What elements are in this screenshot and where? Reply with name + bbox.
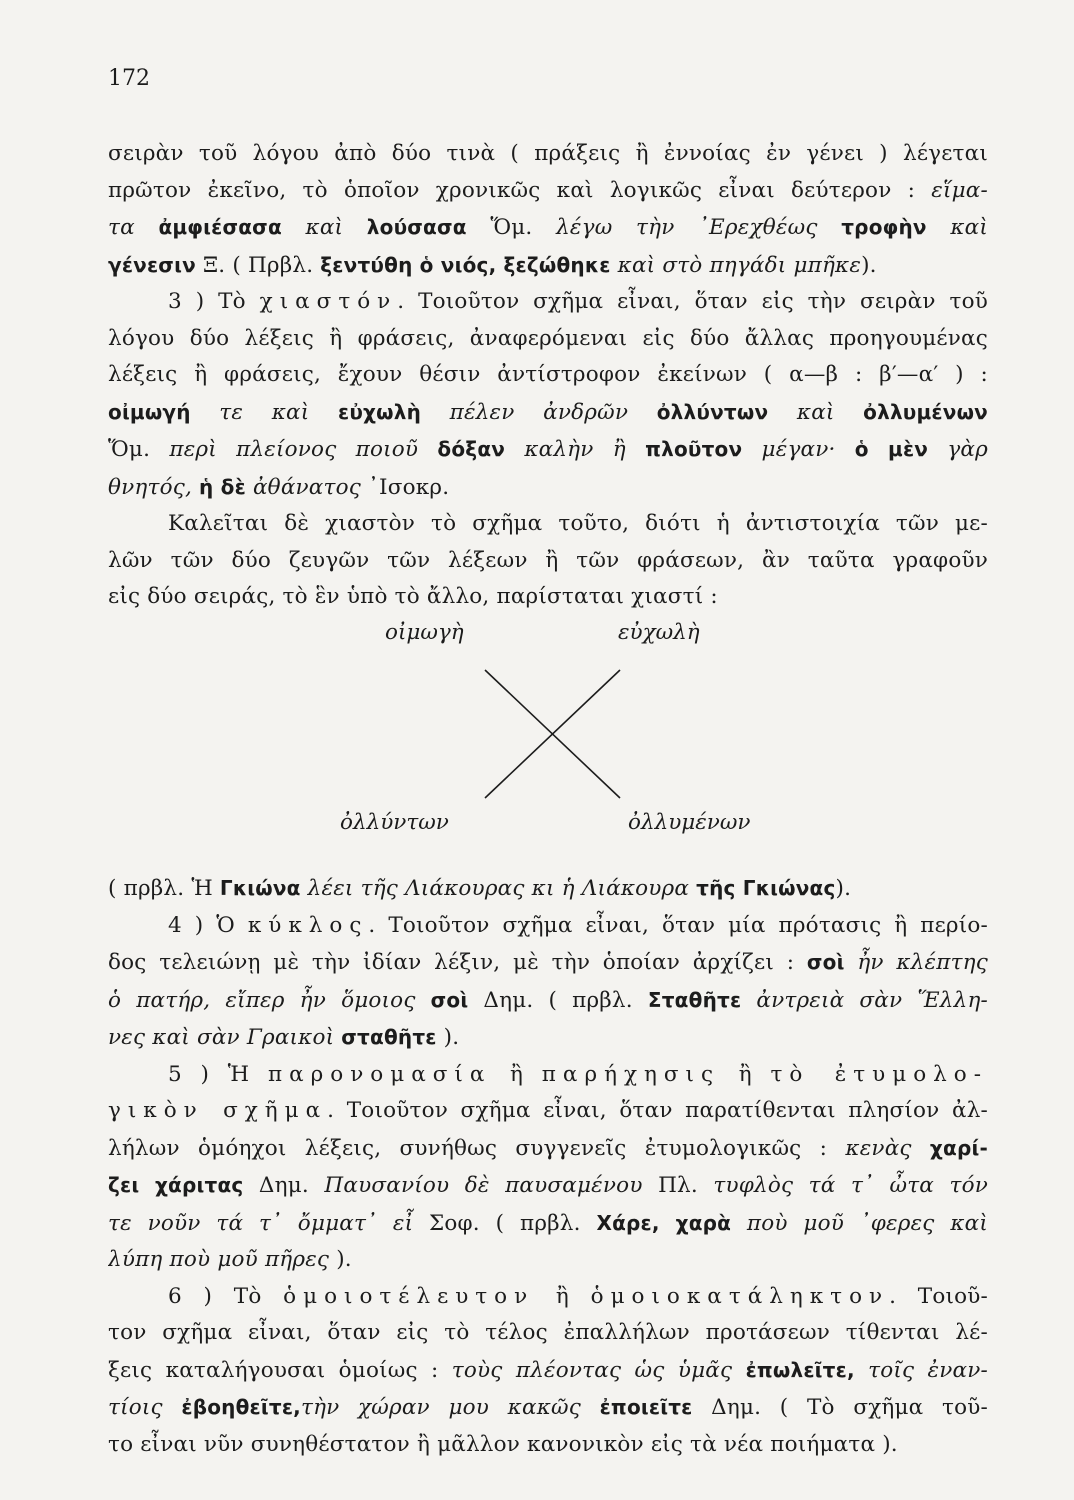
italic-example-text: τὴν χώραν μου κακῶς bbox=[300, 1395, 600, 1420]
text-run: ( πρβλ. Ἡ bbox=[108, 876, 220, 901]
italic-example-text: ὁ πατήρ, εἴπερ ἦν ὅμοιος bbox=[108, 987, 431, 1013]
chiasmus-cross bbox=[330, 620, 830, 835]
text-run: 4 ) Ὁ bbox=[168, 912, 248, 938]
diagram-word-top-left: οἰμωγὴ bbox=[385, 620, 464, 645]
text-run: εἰς δύο σειράς, τὸ ἓν ὑπὸ τὸ ἄλλο, παρίσταται χιαστί : bbox=[108, 584, 718, 609]
text-run: Δημ. bbox=[243, 1173, 325, 1198]
text-line bbox=[108, 284, 988, 321]
text-line bbox=[108, 982, 988, 1020]
bold-example-word: ἐπωλεῖτε, bbox=[745, 1357, 855, 1382]
bold-example-word: ἐποιεῖτε bbox=[599, 1395, 693, 1419]
bold-example-word: Σταθῆτε bbox=[647, 987, 742, 1012]
italic-example-text: λέει τῆς Λιάκουρας κι ἡ Λιάκουρα bbox=[300, 876, 697, 901]
italic-example-text: καὶ bbox=[768, 399, 864, 425]
text-run: Σοφ. ( πρβλ. bbox=[413, 1210, 597, 1236]
italic-example-text: λέγω τὴν ᾿Ερεχθέως bbox=[556, 215, 842, 240]
text-line bbox=[108, 1167, 988, 1205]
text-line bbox=[108, 1205, 988, 1243]
spaced-term: τὸ ἐτυμολο- bbox=[770, 1061, 988, 1087]
text-run: . Τοιοῦτον σχῆμα εἶναι, ὅταν παρατίθενται πλησίον ἀλ- bbox=[327, 1098, 988, 1123]
text-run: ἢ bbox=[534, 1283, 591, 1309]
text-run: λῶν τῶν δύο ζευγῶν τῶν λέξεων ἢ τῶν φράσεων, ἂν ταῦτα γραφοῦν bbox=[108, 547, 988, 573]
italic-example-text: νες καὶ σὰν Γραικοὶ bbox=[108, 1025, 342, 1050]
text-run: ᾿Ισοκρ. bbox=[361, 474, 450, 500]
italic-example-text: καὶ bbox=[926, 215, 988, 240]
text-run: Πλ. bbox=[642, 1173, 714, 1198]
text-line bbox=[108, 944, 988, 982]
text-run: ). bbox=[835, 876, 852, 901]
text-run: λέξεις ἢ φράσεις, ἔχουν θέσιν ἀντίστροφον ἐκείνων ( α—β : β′—α′ ) : bbox=[108, 362, 988, 387]
text-line bbox=[108, 908, 988, 945]
bold-example-word: ἐβοηθεῖτε, bbox=[181, 1395, 301, 1419]
text-run: ). bbox=[861, 252, 877, 278]
italic-example-text: μέγαν· bbox=[742, 437, 855, 462]
spaced-term: χιαστόν bbox=[259, 289, 398, 314]
page-number: 172 bbox=[108, 66, 150, 91]
spaced-term: γικὸν σχῆμα bbox=[108, 1098, 328, 1123]
bold-example-word: σοὶ bbox=[806, 950, 845, 974]
text-run: τον σχῆμα εἶναι, ὅταν εἰς τὸ τέλος ἐπαλλήλων προτάσεων τίθενται λέ- bbox=[108, 1320, 988, 1345]
text-run: 3 ) Τὸ bbox=[168, 289, 260, 314]
text-run: ξεις καταλήγουσαι ὁμοίως : bbox=[108, 1357, 452, 1383]
bold-example-word: τροφὴν bbox=[841, 215, 927, 239]
text-line bbox=[108, 247, 988, 285]
text-line bbox=[108, 1242, 988, 1279]
text-line bbox=[108, 431, 988, 469]
bold-example-word: Γκιώνα bbox=[219, 876, 301, 900]
chiasmus-diagram bbox=[330, 620, 830, 835]
italic-example-text: Παυσανίου δὲ παυσαμένου bbox=[324, 1173, 643, 1198]
italic-example-text: καλὴν ἢ bbox=[505, 437, 646, 462]
spaced-term: ὁμοιοκατάληκτον bbox=[590, 1283, 890, 1309]
bold-example-word: ξεντύθη ὁ νιός, ξεζώθηκε bbox=[320, 252, 611, 277]
italic-example-text: περὶ πλείονος ποιοῦ bbox=[169, 437, 438, 462]
text-run: Δημ. ( Τὸ σχῆμα τοῦ- bbox=[692, 1395, 988, 1420]
italic-example-text: ἀντρειὰ σὰν Ἕλλη- bbox=[741, 987, 988, 1013]
text-run: σειρὰν τοῦ λόγου ἀπὸ δύο τινὰ ( πράξεις ἢ ἐννοίας ἐν γένει ) λέγεται bbox=[108, 141, 988, 166]
text-run: πρῶτον ἐκεῖνο, τὸ ὁποῖον χρονικῶς καὶ λογικῶς εἶναι δεύτερον : bbox=[108, 177, 932, 203]
text-run: Δημ. ( πρβλ. bbox=[468, 987, 648, 1013]
text-run: λόγου δύο λέξεις ἢ φράσεις, ἀναφερόμεναι εἰς δύο ἄλλας προηγουμένας bbox=[108, 325, 988, 351]
text-line bbox=[108, 136, 988, 173]
italic-example-text: τοὺς πλέοντας ὡς ὑμᾶς bbox=[451, 1357, 746, 1383]
italic-example-text: τα bbox=[108, 215, 159, 240]
italic-example-text: καὶ στὸ πηγάδι μπῆκε bbox=[610, 252, 862, 278]
spaced-term: ὁμοιοτέλευτον bbox=[283, 1283, 535, 1309]
text-run: . Τοιοῦτον σχῆμα εἶναι, ὅταν εἰς τὴν σειρὰν τοῦ bbox=[397, 289, 988, 314]
text-line bbox=[108, 1352, 988, 1390]
bold-example-word: ὀλλύντων bbox=[656, 399, 769, 424]
diagram-word-bottom-right: ὀλλυμένων bbox=[628, 810, 751, 835]
bold-example-word: ὀλλυμένων bbox=[863, 399, 988, 424]
text-line bbox=[108, 1389, 988, 1427]
bold-example-word: ἀμφιέσασα bbox=[158, 215, 282, 239]
italic-example-text: τίοις bbox=[108, 1395, 182, 1420]
italic-example-text: τοῖς ἐναν- bbox=[854, 1357, 988, 1383]
text-line bbox=[108, 870, 988, 908]
bold-example-word: σοὶ bbox=[430, 987, 469, 1012]
bold-example-word: τῆς Γκιώνας bbox=[696, 876, 836, 900]
text-line bbox=[108, 506, 988, 543]
bold-example-word: σταθῆτε bbox=[341, 1025, 437, 1049]
bold-example-word: ζει χάριτας bbox=[108, 1173, 244, 1197]
text-line bbox=[108, 357, 988, 394]
diagram-word-top-right: εὐχωλὴ bbox=[618, 620, 700, 645]
text-run: Ὅμ. bbox=[108, 437, 170, 462]
bold-example-word: ὁ μὲν bbox=[854, 437, 929, 461]
bold-example-word: δόξαν bbox=[437, 437, 506, 461]
text-line bbox=[108, 1279, 988, 1316]
italic-example-text: λύπη ποὺ μοῦ πῆρες bbox=[108, 1247, 330, 1272]
text-line bbox=[108, 543, 988, 580]
italic-example-text: ποὺ μοῦ ᾿φερες καὶ bbox=[731, 1210, 988, 1236]
text-line bbox=[108, 1019, 988, 1057]
text-run: Ξ. ( Πρβλ. bbox=[195, 252, 321, 278]
spaced-term: κύκλος bbox=[247, 912, 369, 938]
text-run: Ὅμ. bbox=[466, 215, 557, 240]
text-line bbox=[108, 469, 988, 507]
text-run: 6 ) Τὸ bbox=[168, 1283, 284, 1309]
text-run: ἢ bbox=[491, 1061, 542, 1087]
text-run: δος τελειώνῃ μὲ τὴν ἰδίαν λέξιν, μὲ τὴν ὁποίαν ἀρχίζει : bbox=[108, 950, 807, 975]
text-run: 5 ) Ἡ bbox=[168, 1061, 268, 1087]
text-run: ). bbox=[436, 1025, 460, 1050]
text-line bbox=[108, 1130, 988, 1168]
italic-example-text: γὰρ bbox=[928, 437, 988, 462]
italic-example-text: τυφλὸς τά τ᾿ ὦτα τόν bbox=[713, 1173, 988, 1198]
text-line bbox=[108, 321, 988, 358]
bold-example-word: Χάρε, χαρὰ bbox=[596, 1210, 732, 1235]
bold-example-word: λούσασα bbox=[366, 215, 467, 239]
spaced-term: παρήχησις bbox=[541, 1061, 721, 1087]
text-run: λήλων ὁμόηχοι λέξεις, συνήθως συγγενεῖς ἐτυμολογικῶς : bbox=[108, 1135, 846, 1161]
bold-example-word: γένεσιν bbox=[108, 252, 196, 277]
text-run: το εἶναι νῦν συνηθέστατον ἢ μᾶλλον κανονικὸν εἰς τὰ νέα ποιήματα ). bbox=[108, 1431, 898, 1457]
bold-example-word: πλοῦτον bbox=[645, 437, 743, 461]
text-run: Καλεῖται δὲ χιαστὸν τὸ σχῆμα τοῦτο, διότι ἡ ἀντιστοιχία τῶν με- bbox=[168, 511, 988, 536]
spaced-term: παρονομασία bbox=[268, 1061, 492, 1087]
diagram-word-bottom-left: ὀλλύντων bbox=[340, 810, 449, 835]
italic-example-text: ἦν κλέπτης bbox=[844, 950, 988, 975]
text-line bbox=[108, 209, 988, 247]
italic-example-text: εἵμα- bbox=[931, 177, 988, 203]
text-line bbox=[108, 1315, 988, 1352]
text-line bbox=[108, 579, 988, 616]
italic-example-text: κενὰς bbox=[845, 1135, 930, 1161]
text-run: ἢ bbox=[720, 1061, 771, 1087]
text-line bbox=[108, 1093, 988, 1130]
text-run: . Τοιοῦτον σχῆμα εἶναι, ὅταν μία πρότασις ἢ περίο- bbox=[368, 912, 988, 938]
bold-example-word: ἡ δὲ bbox=[199, 474, 246, 499]
text-run: . Τοιοῦ- bbox=[889, 1283, 988, 1309]
italic-example-text: πέλεν ἀνδρῶν bbox=[421, 399, 657, 425]
text-line bbox=[108, 394, 988, 432]
text-block-upper bbox=[108, 136, 988, 616]
text-line bbox=[108, 1057, 988, 1094]
bold-example-word: οἰμωγή bbox=[108, 399, 191, 424]
bold-example-word: εὐχωλὴ bbox=[338, 399, 422, 424]
italic-example-text: ἀθάνατος bbox=[245, 474, 362, 500]
italic-example-text: τε νοῦν τά τ᾿ ὄμματ᾿ εἶ bbox=[108, 1210, 414, 1236]
text-block-lower bbox=[108, 870, 988, 1463]
text-line bbox=[108, 1427, 988, 1464]
italic-example-text: τε καὶ bbox=[190, 399, 338, 425]
text-line bbox=[108, 173, 988, 210]
italic-example-text: θνητός, bbox=[108, 474, 200, 500]
text-run: ). bbox=[329, 1247, 352, 1272]
bold-example-word: χαρί- bbox=[929, 1135, 988, 1160]
italic-example-text: καὶ bbox=[281, 215, 367, 240]
